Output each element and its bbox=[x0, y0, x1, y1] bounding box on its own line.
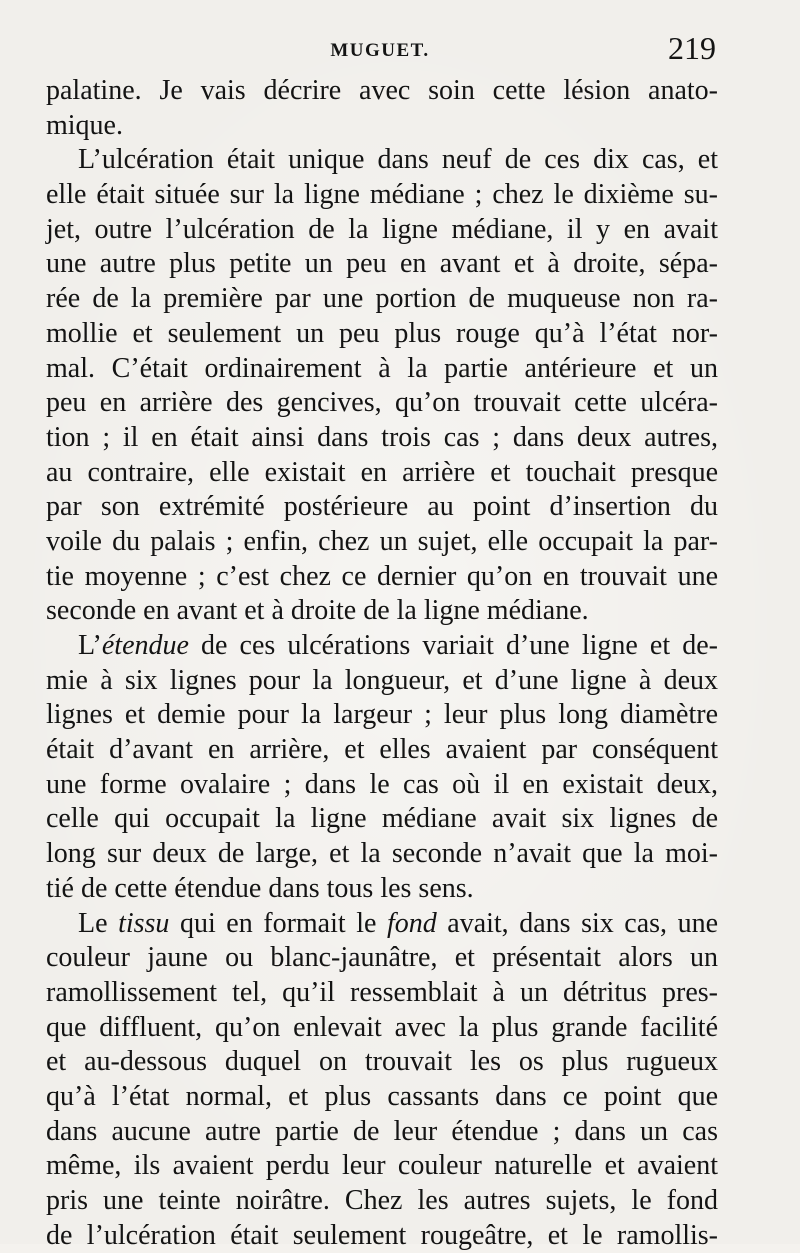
text-run: de ces ulcérations variait d’une ligne et de- bbox=[189, 630, 718, 661]
text-line: peu en arrière des gencives, qu’on trouvait cette ulcéra- bbox=[46, 386, 718, 421]
italic-term: tissu bbox=[118, 908, 169, 939]
text-line: rée de la première par une portion de muqueuse non ra- bbox=[46, 282, 718, 317]
running-head bbox=[44, 30, 716, 70]
paragraph bbox=[46, 74, 718, 143]
text-run: avait, dans six cas, une bbox=[437, 908, 718, 939]
text-line: elle était située sur la ligne médiane ; chez le dixième su- bbox=[46, 178, 718, 213]
text-run: L’ bbox=[78, 630, 102, 661]
text-line: tion ; il en était ainsi dans trois cas ; dans deux autres, bbox=[46, 421, 718, 456]
text-line: une autre plus petite un peu en avant et à droite, sépa- bbox=[46, 247, 718, 282]
italic-term: étendue bbox=[102, 630, 189, 661]
text-line: voile du palais ; enfin, chez un sujet, elle occupait la par- bbox=[46, 525, 718, 560]
italic-term: fond bbox=[387, 908, 437, 939]
text-line: par son extrémité postérieure au point d’insertion du bbox=[46, 490, 718, 525]
text-line: dans aucune autre partie de leur étendue ; dans un cas bbox=[46, 1115, 718, 1150]
text-run: Le bbox=[78, 908, 118, 939]
text-line: seconde en avant et à droite de la ligne médiane. bbox=[46, 594, 718, 629]
text-line: lignes et demie pour la largeur ; leur plus long diamètre bbox=[46, 698, 718, 733]
text-run: qui en formait le bbox=[169, 908, 387, 939]
text-line: une forme ovalaire ; dans le cas où il en existait deux, bbox=[46, 768, 718, 803]
text-line: pris une teinte noirâtre. Chez les autres sujets, le fond bbox=[46, 1184, 718, 1219]
text-line bbox=[46, 629, 718, 664]
text-line: L’ulcération était unique dans neuf de ces dix cas, et bbox=[46, 143, 718, 178]
text-line: qu’à l’état normal, et plus cassants dans ce point que bbox=[46, 1080, 718, 1115]
text-line: mique. bbox=[46, 109, 718, 144]
text-line: tie moyenne ; c’est chez ce dernier qu’on en trouvait une bbox=[46, 560, 718, 595]
body-text bbox=[46, 74, 718, 1253]
text-line: de l’ulcération était seulement rougeâtre, et le ramollis- bbox=[46, 1219, 718, 1253]
text-line: était d’avant en arrière, et elles avaient par conséquent bbox=[46, 733, 718, 768]
text-line: et au-dessous duquel on trouvait les os plus rugueux bbox=[46, 1045, 718, 1080]
paragraph bbox=[46, 907, 718, 1253]
text-line: même, ils avaient perdu leur couleur naturelle et avaient bbox=[46, 1149, 718, 1184]
running-title: MUGUET. bbox=[44, 40, 716, 62]
text-line: au contraire, elle existait en arrière et touchait presque bbox=[46, 456, 718, 491]
page-number: 219 bbox=[668, 30, 716, 67]
paragraph bbox=[46, 629, 718, 907]
text-line: jet, outre l’ulcération de la ligne médiane, il y en avait bbox=[46, 213, 718, 248]
paragraph bbox=[46, 143, 718, 629]
text-line: mal. C’était ordinairement à la partie antérieure et un bbox=[46, 352, 718, 387]
text-line: mie à six lignes pour la longueur, et d’une ligne à deux bbox=[46, 664, 718, 699]
text-line bbox=[46, 907, 718, 942]
text-line: ramollissement tel, qu’il ressemblait à un détritus pres- bbox=[46, 976, 718, 1011]
text-line: mollie et seulement un peu plus rouge qu’à l’état nor- bbox=[46, 317, 718, 352]
text-line: tié de cette étendue dans tous les sens. bbox=[46, 872, 718, 907]
text-line: long sur deux de large, et la seconde n’avait que la moi- bbox=[46, 837, 718, 872]
text-line: celle qui occupait la ligne médiane avait six lignes de bbox=[46, 802, 718, 837]
text-line: couleur jaune ou blanc-jaunâtre, et présentait alors un bbox=[46, 941, 718, 976]
text-line: palatine. Je vais décrire avec soin cette lésion anato- bbox=[46, 74, 718, 109]
text-line: que diffluent, qu’on enlevait avec la plus grande facilité bbox=[46, 1011, 718, 1046]
